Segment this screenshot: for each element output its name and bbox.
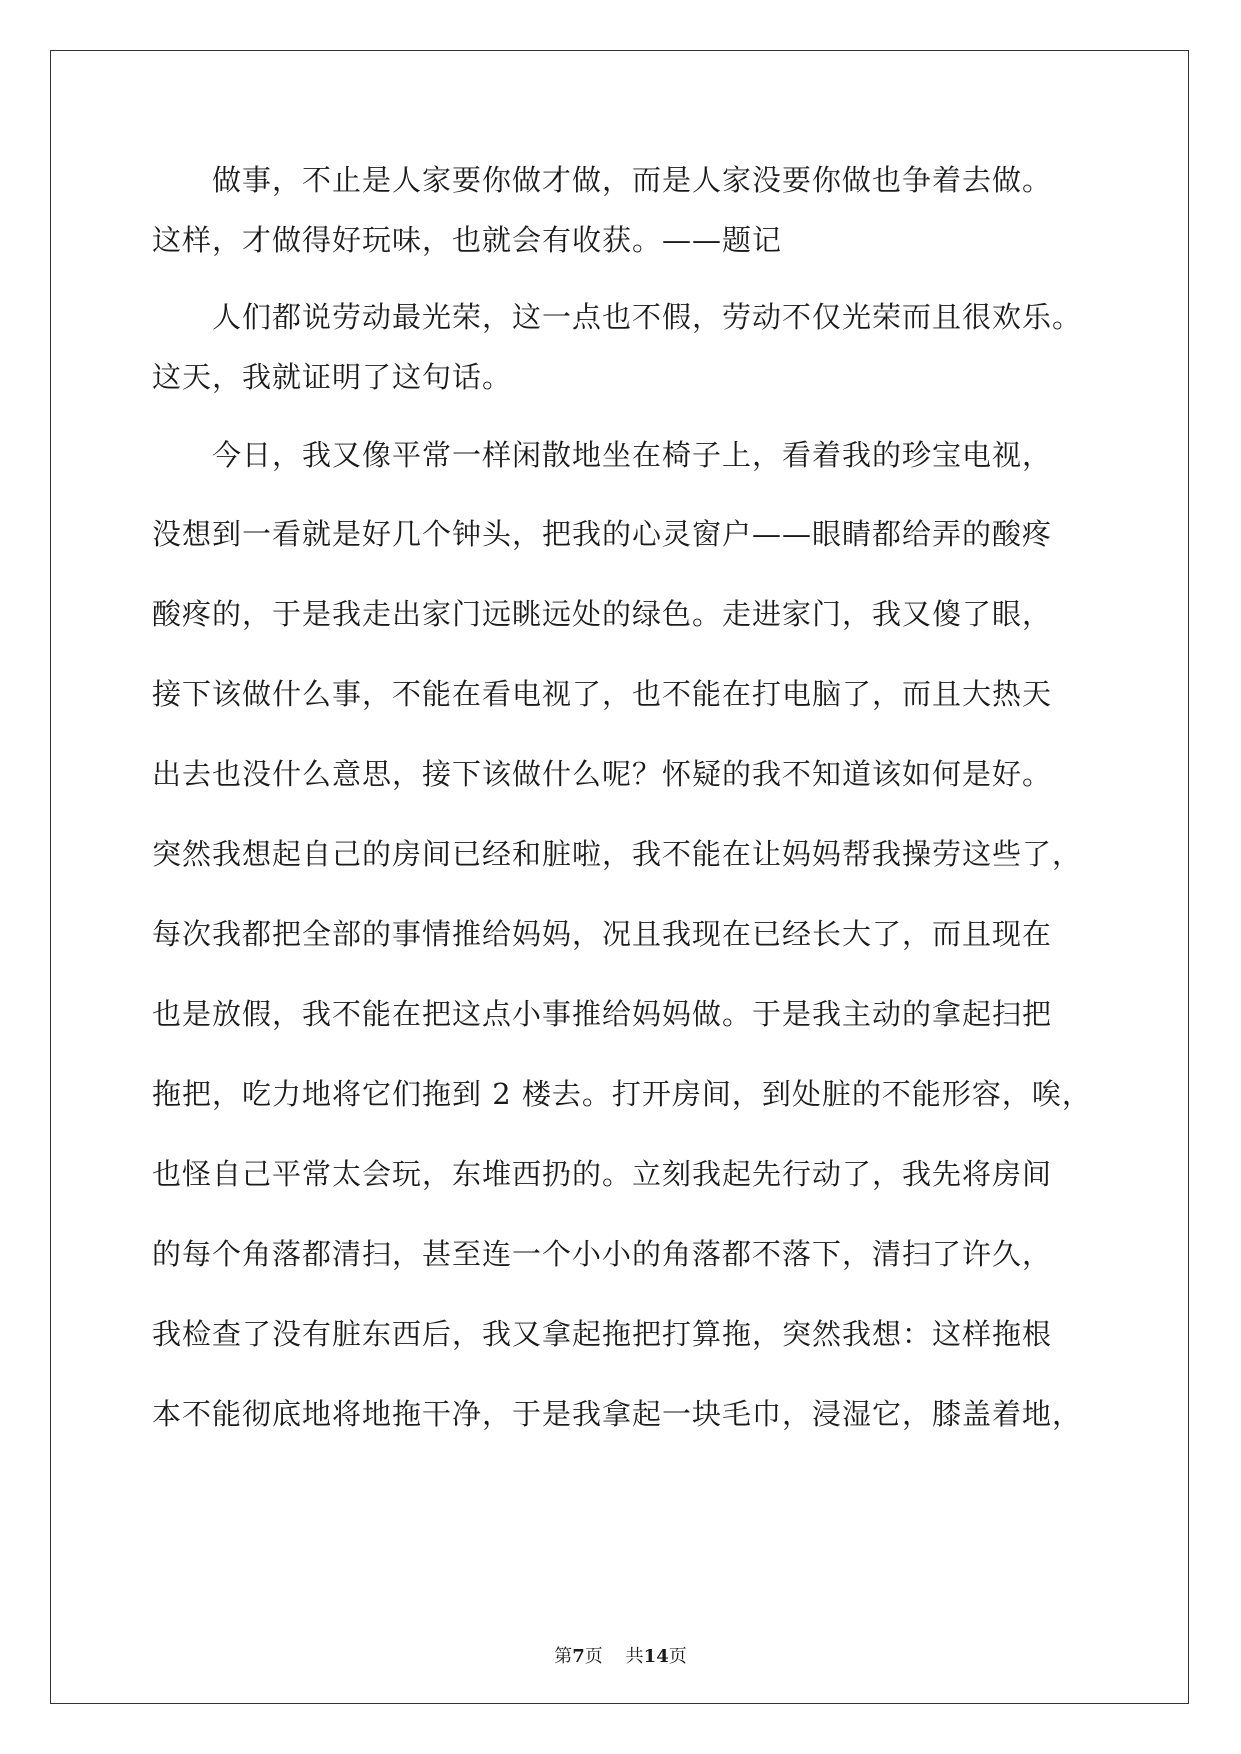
page-number: 7 xyxy=(572,1646,585,1667)
page-prefix: 第 xyxy=(554,1646,573,1667)
text-line: 今日，我又像平常一样闲散地坐在椅子上，看着我的珍宝电视， xyxy=(152,438,1053,472)
text-line: 每次我都把全部的事情推给妈妈，况且我现在已经长大了，而且现在 xyxy=(152,917,1053,951)
text-line: 的每个角落都清扫，甚至连一个小小的角落都不落下，清扫了许久， xyxy=(152,1237,1053,1271)
page-footer xyxy=(0,1642,1241,1668)
text-line: 这天，我就证明了这句话。 xyxy=(152,360,513,394)
page-suffix: 页 xyxy=(584,1646,603,1667)
text-line: 酸疼的，于是我走出家门远眺远处的绿色。走进家门，我又傻了眼， xyxy=(152,597,1053,631)
text-line: 突然我想起自己的房间已经和脏啦，我不能在让妈妈帮我操劳这些了， xyxy=(152,837,1083,871)
text-line: 没想到一看就是好几个钟头，把我的心灵窗户——眼睛都给弄的酸疼 xyxy=(152,517,1053,551)
total-pages: 14 xyxy=(643,1646,669,1667)
text-line: 也怪自己平常太会玩，东堆西扔的。立刻我起先行动了，我先将房间 xyxy=(152,1157,1053,1191)
text-line: 本不能彻底地将地拖干净，于是我拿起一块毛巾，浸湿它，膝盖着地， xyxy=(152,1397,1083,1431)
text-line: 做事，不止是人家要你做才做，而是人家没要你做也争着去做。 xyxy=(152,163,1053,197)
text-line: 我检查了没有脏东西后，我又拿起拖把打算拖，突然我想：这样拖根 xyxy=(152,1317,1053,1351)
text-line: 也是放假，我不能在把这点小事推给妈妈做。于是我主动的拿起扫把 xyxy=(152,997,1053,1031)
text-line: 接下该做什么事，不能在看电视了，也不能在打电脑了，而且大热天 xyxy=(152,677,1053,711)
text-line: 人们都说劳动最光荣，这一点也不假，劳动不仅光荣而且很欢乐。 xyxy=(152,300,1083,334)
text-line: 出去也没什么意思，接下该做什么呢？怀疑的我不知道该如何是好。 xyxy=(152,757,1053,791)
text-line: 拖把，吃力地将它们拖到 2 楼去。打开房间，到处脏的不能形容，唉， xyxy=(152,1077,1092,1111)
total-prefix: 共 xyxy=(625,1646,644,1667)
total-suffix: 页 xyxy=(668,1646,687,1667)
text-line: 这样，才做得好玩味，也就会有收获。——题记 xyxy=(152,223,783,257)
